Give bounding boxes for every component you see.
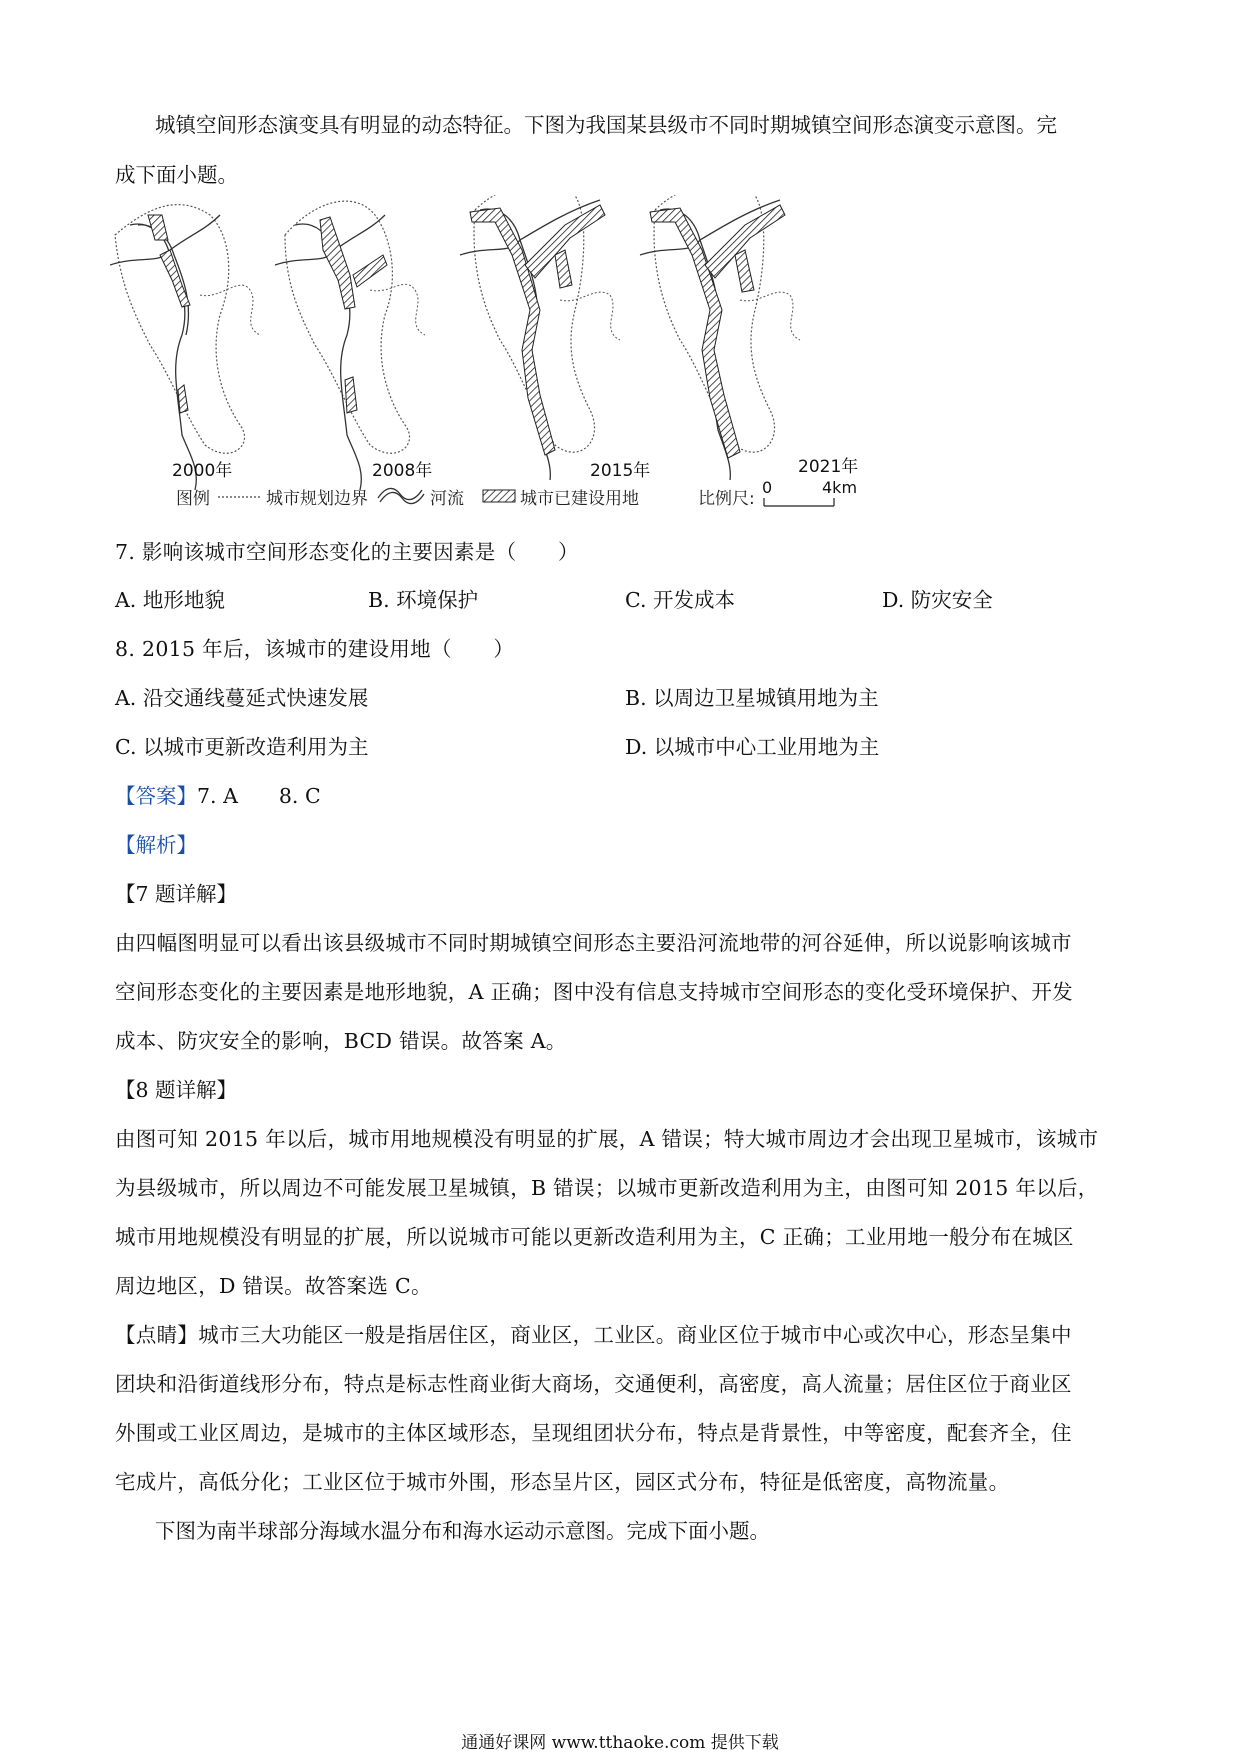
detail7-label: 【7 题详解】 <box>115 882 238 906</box>
boundary-line-icon <box>218 494 260 500</box>
detail8-label: 【8 题详解】 <box>115 1078 238 1102</box>
detail7-line-1: 由四幅图明显可以看出该县级城市不同时期城镇空间形态主要沿河流地带的河谷延伸，所以说影响该城市 <box>115 931 1072 955</box>
q8-option-a: A. 沿交通线蔓延式快速发展 <box>115 686 369 710</box>
detail8-line-2: 为县级城市，所以周边不可能发展卫星城镇，B 错误；以城市更新改造利用为主，由图可知 2015 年以后， <box>115 1176 1099 1200</box>
tip-line-1 <box>115 1318 1072 1348</box>
answer-label: 【答案】 <box>115 784 197 808</box>
map-2000 <box>110 205 260 490</box>
detail8-line-1: 由图可知 2015 年以后，城市用地规模没有明显的扩展，A 错误；特大城市周边才会出现卫星城市，该城市 <box>115 1127 1099 1151</box>
scale-bar <box>762 498 838 508</box>
analysis-label: 【解析】 <box>115 833 197 857</box>
legend-boundary: 城市规划边界 <box>266 489 368 509</box>
q7-option-b: B. 环境保护 <box>368 588 479 612</box>
q8-option-b: B. 以周边卫星城镇用地为主 <box>625 686 879 710</box>
q7-stem: 7. 影响该城市空间形态变化的主要因素是（ ） <box>115 540 579 564</box>
q7-option-c: C. 开发成本 <box>625 588 735 612</box>
tip-label: 【点睛】 <box>115 1323 199 1347</box>
q8-option-c: C. 以城市更新改造利用为主 <box>115 735 369 759</box>
river-icon <box>376 484 428 506</box>
detail7-line-3: 成本、防灾安全的影响，BCD 错误。故答案 A。 <box>115 1029 567 1053</box>
answer-row <box>115 779 321 809</box>
tip-line-4: 宅成片，高低分化；工业区位于城市外围，形态呈片区，园区式分布，特征是低密度，高物流量。 <box>115 1470 1010 1494</box>
tip-line-3: 外围或工业区周边，是城市的主体区域形态，呈现组团状分布，特点是背景性，中等密度，配套齐全，住 <box>115 1421 1072 1445</box>
tip-text-1: 城市三大功能区一般是指居住区，商业区，工业区。商业区位于城市中心或次中心，形态呈集中 <box>198 1323 1072 1347</box>
q8-option-d: D. 以城市中心工业用地为主 <box>625 735 880 759</box>
legend-built-land: 城市已建设用地 <box>520 489 639 509</box>
intro-line-1: 城镇空间形态演变具有明显的动态特征。下图为我国某县级市不同时期城镇空间形态演变示意图。完 <box>155 113 1057 137</box>
footer-source: 通通好课网 www.tthaoke.com 提供下载 <box>461 1733 779 1753</box>
built-land-swatch <box>482 489 516 503</box>
scale-end: 4km <box>822 478 858 497</box>
scale-zero: 0 <box>762 478 773 497</box>
year-label-2015: 2015年 <box>590 461 651 481</box>
scale-label: 比例尺: <box>698 489 755 509</box>
map-2021 <box>640 195 800 480</box>
detail7-line-2: 空间形态变化的主要因素是地形地貌，A 正确；图中没有信息支持城市空间形态的变化受环境保护、开发 <box>115 980 1073 1004</box>
year-label-2000: 2000年 <box>172 461 233 481</box>
q7-option-d: D. 防灾安全 <box>882 588 993 612</box>
year-label-2021: 2021年 <box>798 457 859 477</box>
legend-river: 河流 <box>430 489 464 509</box>
map-2015 <box>460 195 620 480</box>
legend-title: 图例 <box>176 489 210 509</box>
q8-stem: 8. 2015 年后，该城市的建设用地（ ） <box>115 637 515 661</box>
answer-text: 7. A 8. C <box>197 784 321 808</box>
year-label-2008: 2008年 <box>372 461 433 481</box>
map-2008 <box>275 201 425 490</box>
next-intro: 下图为南半球部分海域水温分布和海水运动示意图。完成下面小题。 <box>155 1519 770 1543</box>
tip-line-2: 团块和沿街道线形分布，特点是标志性商业街大商场，交通便利，高密度，高人流量；居住区位于商业区 <box>115 1372 1072 1396</box>
detail8-line-3: 城市用地规模没有明显的扩展，所以说城市可能以更新改造利用为主，C 正确；工业用地一般分布在城区 <box>115 1225 1074 1249</box>
q7-option-a: A. 地形地貌 <box>115 588 225 612</box>
detail8-line-4: 周边地区，D 错误。故答案选 C。 <box>115 1274 432 1298</box>
intro-line-2: 成下面小题。 <box>115 163 238 187</box>
